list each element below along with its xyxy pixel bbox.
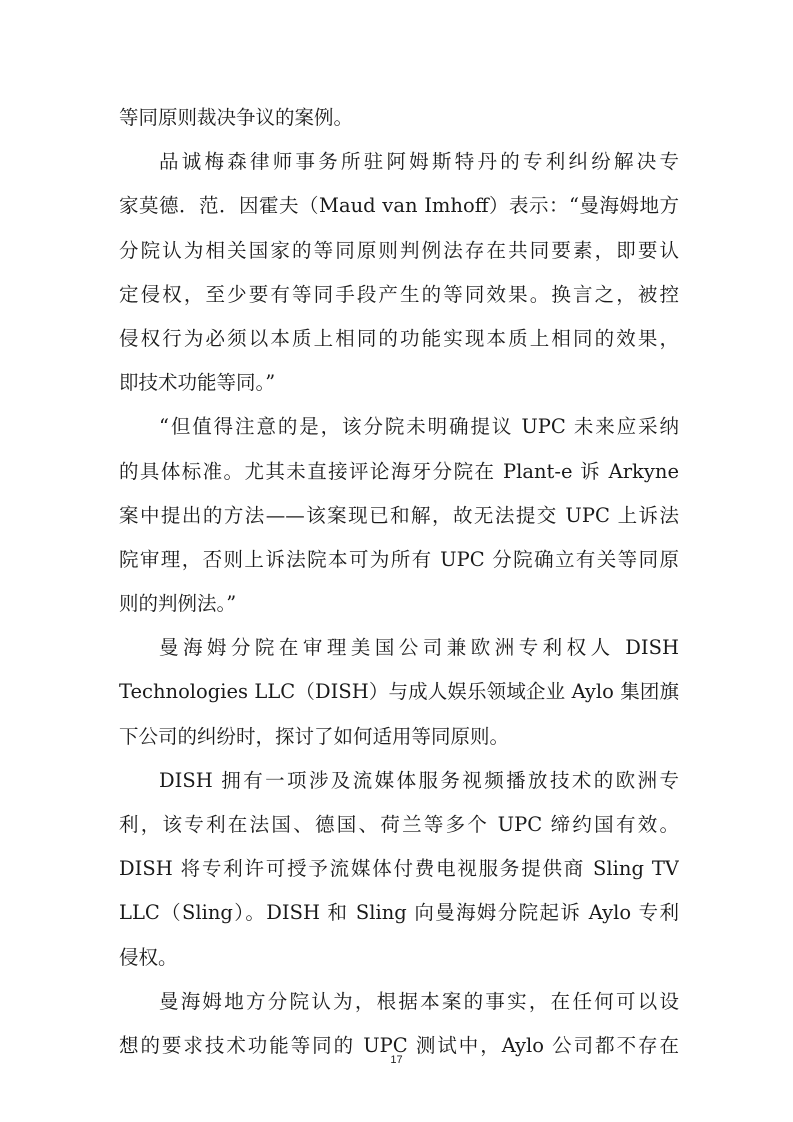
text-line: DISH 将专利许可授予流媒体付费电视服务提供商 Sling TV [119,857,679,881]
text-line: 曼海姆分院在审理美国公司兼欧洲专利权人 DISH [159,636,679,660]
text-line: 案中提出的方法——该案现已和解，故无法提交 UPC 上诉法 [119,503,679,527]
text-line: “但值得注意的是，该分院未明确提议 UPC 未来应采纳 [159,415,679,439]
text-line: 想的要求技术功能等同的 UPC 测试中，Aylo 公司都不存在 [119,1033,679,1057]
text-line: 侵权。 [119,945,178,969]
text-line: 曼海姆地方分院认为，根据本案的事实，在任何可以设 [159,989,679,1013]
text-line: 院审理，否则上诉法院本可为所有 UPC 分院确立有关等同原 [119,547,679,571]
text-line: DISH 拥有一项涉及流媒体服务视频播放技术的欧洲专 [159,768,679,792]
text-line: 侵权行为必须以本质上相同的功能实现本质上相同的效果， [119,326,679,350]
text-line: LLC（Sling）。DISH 和 Sling 向曼海姆分院起诉 Aylo 专利 [119,901,679,925]
text-line: 家莫德．范．因霍夫（Maud van Imhoff）表示：“曼海姆地方 [119,194,679,218]
text-line: 利，该专利在法国、德国、荷兰等多个 UPC 缔约国有效。 [119,813,679,836]
text-line: 品诚梅森律师事务所驻阿姆斯特丹的专利纠纷解决专 [159,150,679,174]
text-line: 即技术功能等同。” [119,371,276,395]
text-line: 的具体标准。尤其未直接评论海牙分院在 Plant-e 诉 Arkyne [119,459,679,483]
body-text [119,96,679,1068]
text-line: 等同原则裁决争议的案例。 [119,106,354,129]
text-line: 下公司的纠纷时，探讨了如何适用等同原则。 [119,724,510,748]
text-line: Technologies LLC（DISH）与成人娱乐领域企业 Aylo 集团旗 [119,680,679,704]
text-line: 定侵权，至少要有等同手段产生的等同效果。换言之，被控 [119,282,679,306]
text-line: 分院认为相关国家的等同原则判例法存在共同要素，即要认 [119,238,679,262]
text-line: 则的判例法。” [119,592,237,616]
page-number: 17 [390,1054,403,1066]
